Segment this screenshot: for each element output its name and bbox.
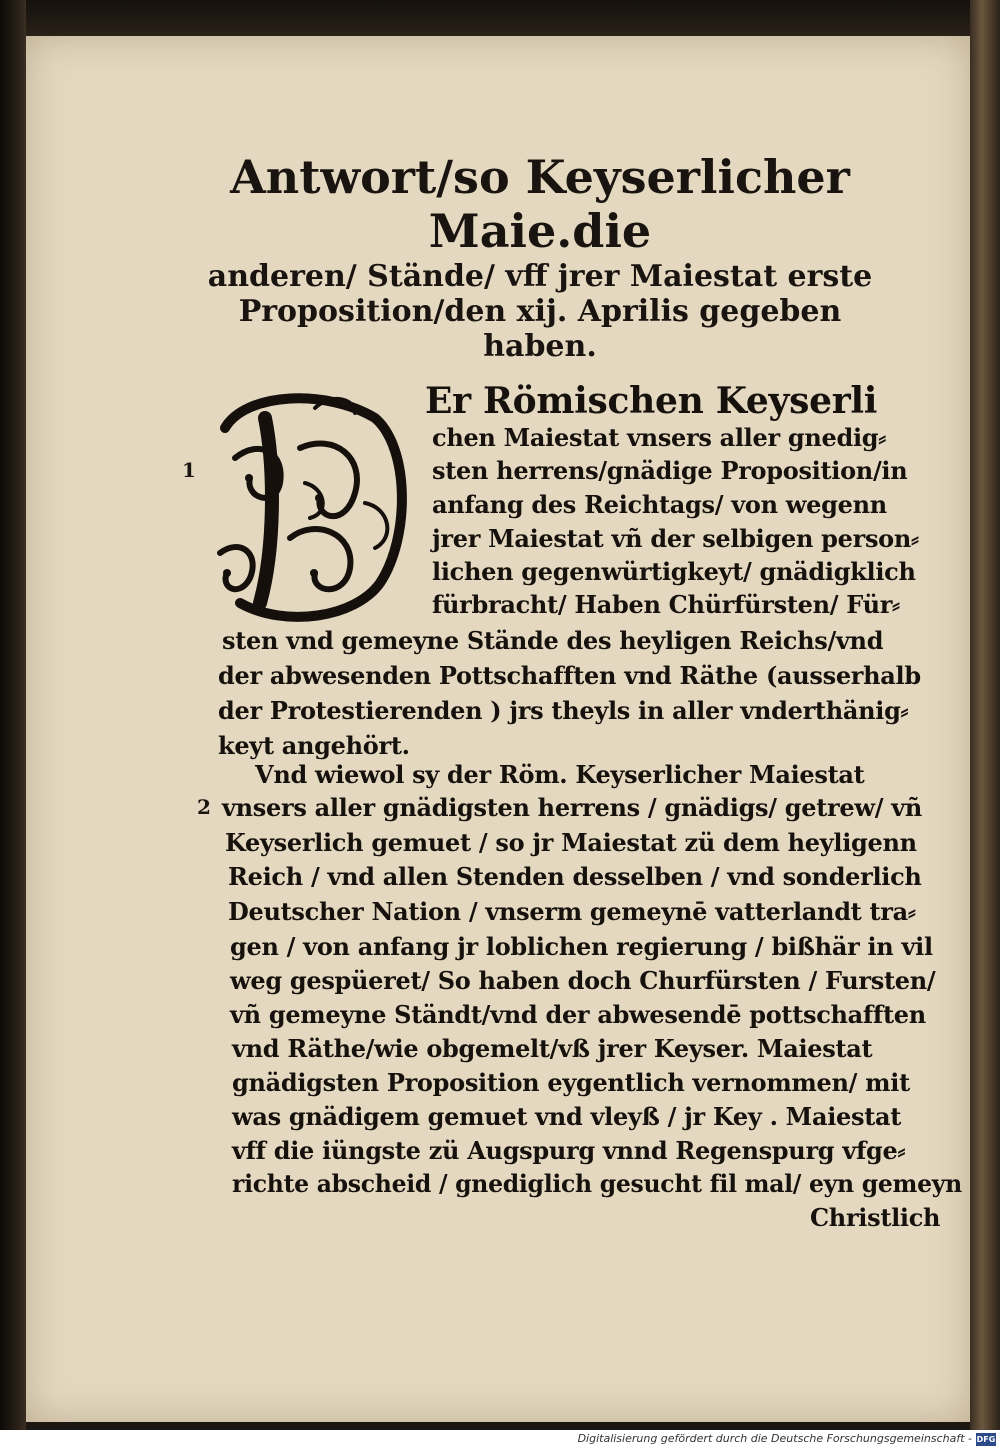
margin-numeral: 2 — [197, 795, 211, 819]
text-line: jrer Maiestat vñ der selbigen person⸗ — [432, 524, 919, 553]
dfg-logo: DFG — [976, 1435, 996, 1444]
text-line: der Protestierenden ) jrs theyls in aller vnderthänig⸗ — [218, 696, 909, 725]
text-line: vnsers aller gnädigsten herrens / gnädigs/ getrew/ vñ — [222, 793, 923, 822]
text-line: Reich / vnd allen Stenden desselben / vnd sonderlich — [228, 862, 922, 891]
text-line: sten vnd gemeyne Stände des heyligen Reichs/vnd — [222, 626, 884, 655]
text-line: Keyserlich gemuet / so jr Maiestat zü dem heyligenn — [225, 828, 917, 857]
text-line: keyt angehört. — [218, 731, 410, 760]
text-line: gen / von anfang jr loblichen regierung / bißhär in vil — [230, 932, 933, 961]
text-line: sten herrens/gnädige Proposition/in — [432, 456, 908, 485]
footer-credit: Digitalisierung gefördert durch die Deutsche Forschungsgemeinschaft - — [577, 1432, 972, 1445]
text-line: vñ gemeyne Ständt/vnd der abwesendē pottschafften — [230, 1000, 926, 1029]
text-line: richte abscheid / gnediglich gesucht fil mal/ eyn gemeyn — [232, 1169, 962, 1198]
title-line-2: anderen/ Stände/ vff jrer Maiestat erste — [207, 258, 873, 294]
text-line: Er Römischen Keyserli — [425, 380, 878, 422]
text-line: anfang des Reichtags/ von wegenn — [432, 490, 887, 519]
text-line: vff die iüngste zü Augspurg vnnd Regenspurg vfge⸗ — [232, 1136, 906, 1165]
text-line: Vnd wiewol sy der Röm. Keyserlicher Maiestat — [255, 760, 865, 789]
catchword: Christlich — [810, 1203, 941, 1232]
margin-numeral: 1 — [182, 458, 196, 482]
title-line-1: Antwort/so Keyserlicher Maie.die — [230, 150, 850, 259]
text-line: lichen gegenwürtigkeyt/ gnädigklich — [432, 557, 916, 586]
text-line: gnädigsten Proposition eygentlich vernommen/ mit — [232, 1068, 910, 1097]
text-line: weg gespüeret/ So haben doch Churfürsten / Fursten/ — [230, 966, 936, 995]
text-line: fürbracht/ Haben Chürfürsten/ Für⸗ — [432, 590, 900, 619]
text-line: was gnädigem gemuet vnd vleyß / jr Key . Maiestat — [232, 1102, 902, 1131]
title-line-3: Proposition/den xij. Aprilis gegeben — [238, 293, 842, 329]
text-line: der abwesenden Pottschafften vnd Räthe (ausserhalb — [218, 661, 921, 690]
text-line: chen Maiestat vnsers aller gnedig⸗ — [432, 423, 886, 452]
text-line: vnd Räthe/wie obgemelt/vß jrer Keyser. Maiestat — [232, 1034, 873, 1063]
title-line-4: haben. — [483, 329, 597, 365]
footer-bar — [0, 1430, 1000, 1449]
text-line: Deutscher Nation / vnserm gemeynē vatterlandt tra⸗ — [228, 897, 916, 926]
